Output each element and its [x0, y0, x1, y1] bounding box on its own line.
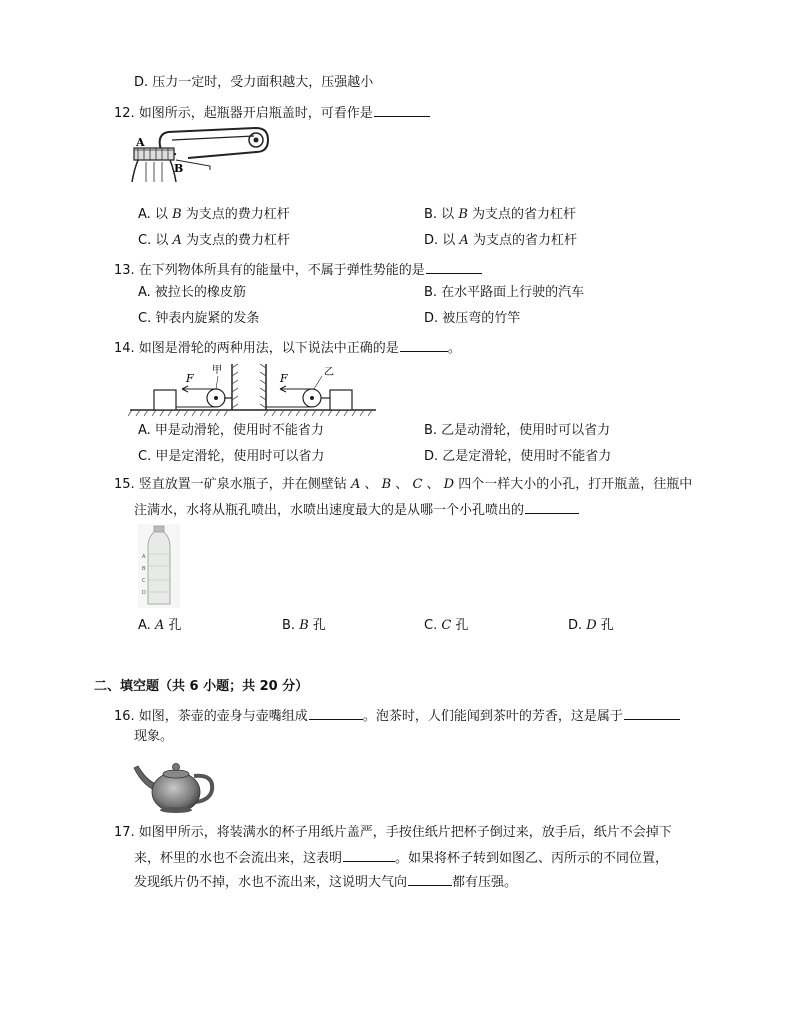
q15-stem-sep-2: 、 — [391, 477, 413, 492]
q15-stem-text-2: 四个一样大小的小孔，打开瓶盖，往瓶中 — [454, 477, 693, 492]
q15-option-b-text: 孔 — [308, 618, 326, 633]
q12-option-b-prefix: B. 以 — [424, 207, 459, 222]
q15-option-a-var: A — [154, 618, 165, 633]
section-2-title-text: 二、填空题（共 6 小题；共 20 分） — [94, 679, 309, 694]
q17-stem-text-3b: 都有压强。 — [452, 875, 518, 890]
q12-fig-label-a: A — [136, 136, 145, 149]
q12-option-a-text: 为支点的费力杠杆 — [181, 207, 290, 222]
q15-stem-line2 — [134, 500, 579, 520]
q12-stem-text: 12. 如图所示，起瓶器开启瓶盖时，可看作是 — [114, 106, 373, 121]
q15-option-d-prefix: D. — [568, 618, 587, 633]
q17-stem-text-2a: 来，杯里的水也不会流出来，这表明 — [134, 851, 343, 866]
q15-option-c-text: 孔 — [451, 618, 469, 633]
q17-stem-line3 — [134, 872, 517, 892]
q17-stem-line2 — [134, 848, 668, 868]
q15-option-d-text: 孔 — [596, 618, 614, 633]
q15-answer-blank[interactable] — [525, 500, 579, 514]
q14-stem-end: 。 — [447, 341, 461, 356]
q12-option-b[interactable] — [424, 206, 576, 224]
q14-fig-force-yi: F — [280, 372, 288, 385]
q14-option-b-text: B. 乙是动滑轮，使用时可以省力 — [424, 423, 611, 438]
q16-answer-blank-1[interactable] — [309, 706, 363, 720]
q16-stem-text-c: 现象。 — [134, 729, 174, 744]
q16-stem-line2 — [134, 728, 173, 746]
q12-option-b-text: 为支点的省力杠杆 — [467, 207, 577, 222]
q11-option-d — [134, 74, 373, 92]
q12-option-d[interactable] — [424, 232, 577, 250]
q17-stem-text-1: 17. 如图甲所示，将装满水的杯子用纸片盖严，手按住纸片把杯子倒过来，放手后，纸片不会掉下 — [114, 825, 672, 840]
q12-option-c-text: 为支点的费力杠杆 — [181, 233, 291, 248]
q15-stem-var-b: B — [381, 477, 392, 492]
q15-option-c-var: C — [441, 618, 452, 633]
q12-option-a-var: B — [172, 207, 182, 222]
q13-option-a[interactable] — [138, 284, 246, 302]
q13-answer-blank[interactable] — [426, 260, 482, 274]
q15-stem-var-c: C — [412, 477, 423, 492]
q12-option-c-var: A — [172, 233, 182, 248]
q15-option-a-prefix: A. — [138, 618, 155, 633]
q12-option-c-prefix: C. 以 — [138, 233, 173, 248]
q14-fig-label-yi: 乙 — [324, 367, 334, 378]
q12-fig-label-b: B — [174, 162, 184, 175]
q15-fig-hole-a: A — [142, 554, 146, 560]
section-2-title — [94, 678, 308, 696]
q15-stem-text-3: 注满水，水将从瓶孔喷出，水喷出速度最大的是从哪一个小孔喷出的 — [134, 503, 525, 518]
q12-option-a-prefix: A. 以 — [138, 207, 173, 222]
q12-stem — [114, 103, 430, 123]
q13-stem-text: 13. 在下列物体所具有的能量中，不属于弹性势能的是 — [114, 263, 425, 278]
q15-water-bottle-figure — [138, 524, 180, 608]
q13-option-b-text: B. 在水平路面上行驶的汽车 — [424, 285, 585, 300]
q11-option-d-text: D. 压力一定时，受力面积越大，压强越小 — [134, 75, 374, 90]
q15-option-b-prefix: B. — [282, 618, 300, 633]
q15-option-c[interactable] — [424, 617, 468, 635]
q15-fig-hole-c: C — [142, 578, 146, 584]
q13-option-d-text: D. 被压弯的竹竿 — [424, 311, 521, 326]
q16-stem-text-b: 。泡茶时，人们能闻到茶叶的芳香，这是属于 — [362, 709, 623, 724]
q13-option-d[interactable] — [424, 310, 520, 328]
q14-option-a-text: A. 甲是动滑轮，使用时不能省力 — [138, 423, 324, 438]
q12-answer-blank[interactable] — [374, 103, 430, 117]
q17-answer-blank-1[interactable] — [343, 848, 395, 862]
q14-fig-label-jia: 甲 — [212, 365, 222, 376]
q14-option-c[interactable] — [138, 448, 324, 466]
q13-option-c[interactable] — [138, 310, 259, 328]
q15-fig-hole-b: B — [142, 566, 146, 572]
q12-option-c[interactable] — [138, 232, 290, 250]
q12-option-b-var: B — [458, 207, 468, 222]
q13-option-a-text: A. 被拉长的橡皮筋 — [138, 285, 246, 300]
q12-bottle-opener-figure — [128, 124, 273, 182]
q15-stem-sep-1: 、 — [360, 477, 382, 492]
q14-answer-blank[interactable] — [400, 338, 448, 352]
q16-stem-text-a: 16. 如图，茶壶的壶身与壶嘴组成 — [114, 709, 308, 724]
q17-stem-line1 — [114, 824, 672, 842]
q15-fig-hole-d: D — [142, 590, 146, 596]
q16-stem — [114, 706, 680, 726]
q13-option-c-text: C. 钟表内旋紧的发条 — [138, 311, 260, 326]
q14-stem — [114, 338, 461, 358]
q12-option-d-var: A — [459, 233, 469, 248]
q16-answer-blank-2[interactable] — [624, 706, 680, 720]
q17-stem-text-2b: 。如果将杯子转到如图乙、丙所示的不同位置， — [395, 851, 669, 866]
q12-option-a[interactable] — [138, 206, 290, 224]
q14-fig-force-jia: F — [186, 372, 194, 385]
q15-option-b-var: B — [299, 618, 309, 633]
q15-option-b[interactable] — [282, 617, 326, 635]
q15-option-c-prefix: C. — [424, 618, 442, 633]
q15-option-a-text: 孔 — [164, 618, 182, 633]
q14-option-d[interactable] — [424, 448, 611, 466]
q14-option-c-text: C. 甲是定滑轮，使用时可以省力 — [138, 449, 325, 464]
q13-option-b[interactable] — [424, 284, 584, 302]
q14-option-b[interactable] — [424, 422, 610, 440]
q13-stem — [114, 260, 482, 280]
q16-teapot-figure — [132, 754, 218, 814]
q14-option-a[interactable] — [138, 422, 324, 440]
q15-option-a[interactable] — [138, 617, 181, 635]
q12-option-d-text: 为支点的省力杠杆 — [468, 233, 577, 248]
q14-option-d-text: D. 乙是定滑轮，使用时不能省力 — [424, 449, 612, 464]
q15-option-d[interactable] — [568, 617, 614, 635]
q17-answer-blank-2[interactable] — [408, 872, 452, 886]
q15-stem-var-a: A — [350, 477, 361, 492]
q15-stem-line1 — [114, 476, 692, 494]
q15-option-d-var: D — [586, 618, 597, 633]
q12-option-d-prefix: D. 以 — [424, 233, 460, 248]
q14-pulley-figure — [128, 362, 378, 416]
q15-stem-text-1: 15. 竖直放置一矿泉水瓶子，并在侧壁钻 — [114, 477, 351, 492]
q15-stem-sep-3: 、 — [422, 477, 444, 492]
q17-stem-text-3a: 发现纸片仍不掉，水也不流出来，这说明大气向 — [134, 875, 408, 890]
q15-stem-var-d: D — [443, 477, 455, 492]
q14-stem-text: 14. 如图是滑轮的两种用法，以下说法中正确的是 — [114, 341, 399, 356]
